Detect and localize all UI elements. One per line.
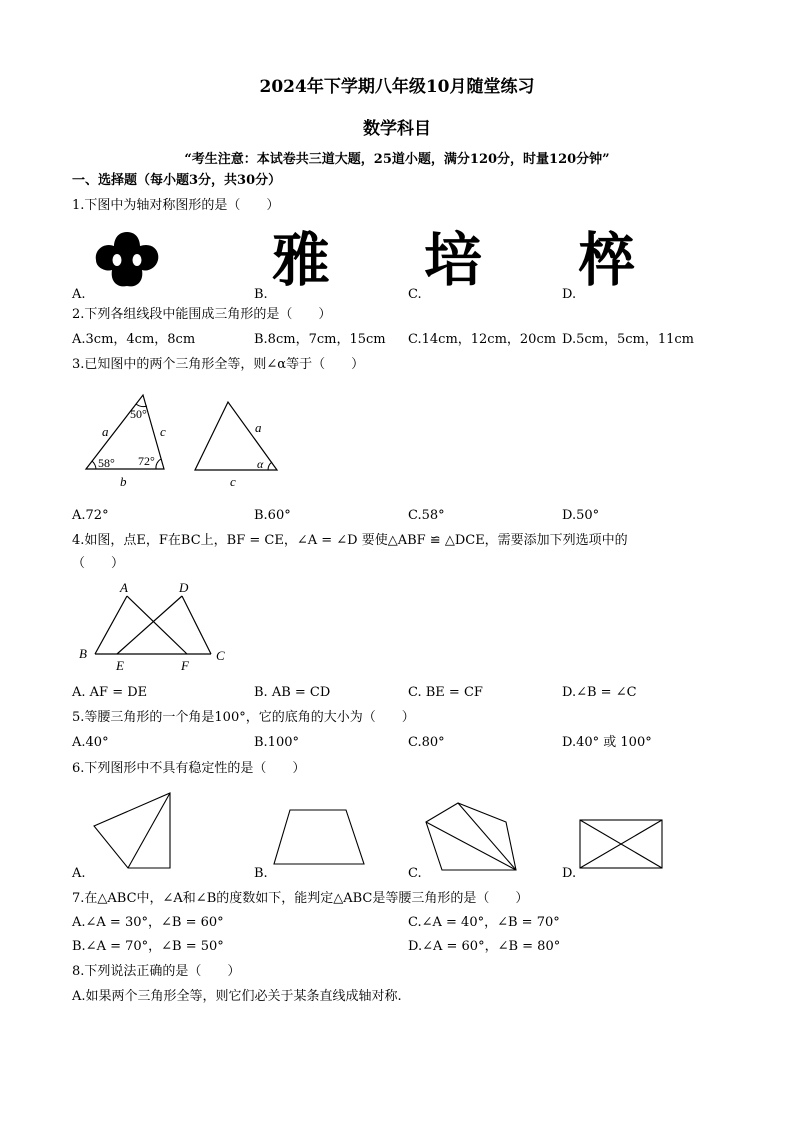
point-a: A xyxy=(120,580,128,595)
question-7-option-b[interactable]: B.∠A = 70°，∠B = 50° xyxy=(72,939,224,954)
label-side-a-2: a xyxy=(255,420,262,435)
option-d-glyph-figure: 椊 xyxy=(578,226,637,294)
triangle-2 xyxy=(195,402,277,470)
question-1-option-a[interactable]: A. xyxy=(72,287,86,302)
label-side-b-1: b xyxy=(120,474,127,489)
question-4-stem: 4.如图，点E，F在BC上，BF = CE，∠A = ∠D 要使△ABF ≌ △DCE，需要添加下列选项中的 xyxy=(72,533,628,548)
question-4-figure xyxy=(75,578,245,673)
segment-ab xyxy=(95,596,127,654)
segment-ed xyxy=(117,596,182,654)
exam-notice: “考生注意：本试卷共三道大题，25道小题，满分120分，时量120分钟” xyxy=(184,152,610,167)
question-7-stem: 7.在△ABC中，∠A和∠B的度数如下，能判定△ABC是等腰三角形的是（ ） xyxy=(72,891,529,906)
point-b: B xyxy=(79,646,87,661)
question-4-option-c[interactable]: C. BE = CF xyxy=(408,685,483,700)
label-side-c-2: c xyxy=(230,474,236,489)
question-6-option-a[interactable]: A. xyxy=(72,866,86,881)
question-2-option-c[interactable]: C.14cm，12cm，20cm xyxy=(408,332,557,347)
question-7-option-a[interactable]: A.∠A = 30°，∠B = 60° xyxy=(72,915,224,930)
option-b-glyph-figure: 雅 xyxy=(272,226,331,294)
label-angle-50: 50° xyxy=(130,407,147,421)
question-4-option-b[interactable]: B. AB = CD xyxy=(254,685,331,700)
option-c-pentagon-figure xyxy=(424,800,520,872)
question-3-option-c[interactable]: C.58° xyxy=(408,508,445,523)
question-3-option-b[interactable]: B.60° xyxy=(254,508,291,523)
question-3-option-a[interactable]: A.72° xyxy=(72,508,109,523)
question-2-option-d[interactable]: D.5cm，5cm，11cm xyxy=(562,332,694,347)
question-7-option-d[interactable]: D.∠A = 60°，∠B = 80° xyxy=(408,939,561,954)
label-angle-72: 72° xyxy=(138,454,155,468)
question-4-stem-cont: （ ） xyxy=(72,556,125,571)
question-6-option-c[interactable]: C. xyxy=(408,866,422,881)
option-a-triangle-figure xyxy=(92,790,174,870)
question-5-option-b[interactable]: B.100° xyxy=(254,735,299,750)
segment-dc xyxy=(182,596,211,654)
question-4-option-a[interactable]: A. AF = DE xyxy=(72,685,148,700)
angle-arc-left xyxy=(92,461,96,469)
point-d: D xyxy=(179,580,189,595)
question-1-option-d[interactable]: D. xyxy=(562,287,577,302)
question-1-option-c[interactable]: C. xyxy=(408,287,422,302)
subject-title: 数学科目 xyxy=(363,119,431,139)
question-1-stem: 1.下图中为轴对称图形的是（ ） xyxy=(72,198,280,213)
label-side-a-1: a xyxy=(102,424,109,439)
question-5-option-c[interactable]: C.80° xyxy=(408,735,445,750)
label-side-c-1: c xyxy=(160,424,166,439)
question-6-stem: 6.下列图形中不具有稳定性的是（ ） xyxy=(72,761,306,776)
question-8-option-a[interactable]: A.如果两个三角形全等，则它们必关于某条直线成轴对称. xyxy=(72,989,402,1004)
point-e: E xyxy=(116,658,124,673)
question-3-option-d[interactable]: D.50° xyxy=(562,508,600,523)
option-a-blob-figure xyxy=(92,228,162,288)
question-8-stem: 8.下列说法正确的是（ ） xyxy=(72,964,241,979)
question-5-option-a[interactable]: A.40° xyxy=(72,735,109,750)
question-6-option-d[interactable]: D. xyxy=(562,866,577,881)
point-f: F xyxy=(181,658,189,673)
question-2-option-a[interactable]: A.3cm，4cm，8cm xyxy=(72,332,196,347)
option-d-rectangle-figure xyxy=(578,818,664,870)
question-5-stem: 5.等腰三角形的一个角是100°，它的底角的大小为（ ） xyxy=(72,710,415,725)
question-4-option-d[interactable]: D.∠B = ∠C xyxy=(562,685,637,700)
question-2-option-b[interactable]: B.8cm，7cm，15cm xyxy=(254,332,386,347)
question-7-option-c[interactable]: C.∠A = 40°，∠B = 70° xyxy=(408,915,560,930)
question-3-triangles-figure xyxy=(80,390,290,490)
question-3-stem: 3.已知图中的两个三角形全等，则∠α等于（ ） xyxy=(72,357,365,372)
question-2-stem: 2.下列各组线段中能围成三角形的是（ ） xyxy=(72,307,332,322)
section-title: 一、选择题（每小题3分，共30分） xyxy=(72,173,282,188)
question-6-option-b[interactable]: B. xyxy=(254,866,268,881)
option-c-glyph-figure: 培 xyxy=(424,226,483,294)
question-1-option-b[interactable]: B. xyxy=(254,287,268,302)
question-5-option-d[interactable]: D.40° 或 100° xyxy=(562,735,652,750)
label-angle-58: 58° xyxy=(98,456,115,470)
angle-arc-right xyxy=(156,459,161,469)
option-b-trapezoid-figure xyxy=(272,808,366,866)
segment-af xyxy=(127,596,187,654)
point-c: C xyxy=(216,648,225,663)
label-alpha: α xyxy=(257,457,264,471)
page-title: 2024年下学期八年级10月随堂练习 xyxy=(259,77,535,97)
